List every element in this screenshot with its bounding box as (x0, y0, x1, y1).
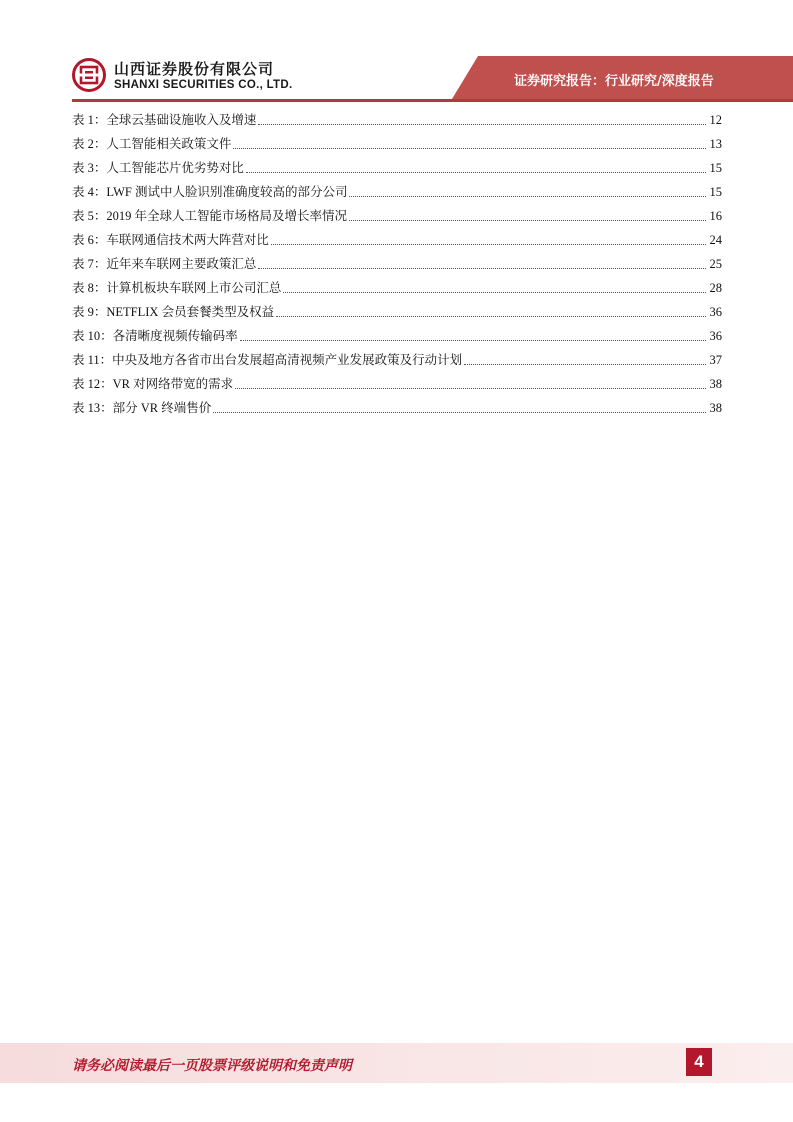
toc-entry[interactable] (72, 372, 722, 396)
toc-leader-dots (233, 148, 706, 149)
toc-entry-page: 38 (709, 377, 722, 391)
toc-entry-page: 28 (709, 281, 722, 295)
toc-entry[interactable] (72, 204, 722, 228)
report-type-label: 证券研究报告：行业研究/深度报告 (514, 74, 714, 89)
toc-entry-label: 表 10：各清晰度视频传输码率 (72, 329, 238, 343)
toc-entry-page: 12 (709, 113, 722, 127)
toc-entry-page: 36 (709, 329, 722, 343)
toc-leader-dots (213, 412, 706, 413)
disclaimer-text: 请务必阅读最后一页股票评级说明和免责声明 (72, 1058, 352, 1074)
toc-leader-dots (240, 340, 706, 341)
toc-entry[interactable] (72, 348, 722, 372)
header-divider (72, 99, 793, 102)
toc-leader-dots (349, 196, 706, 197)
toc-entry-label: 表 11：中央及地方各省市出台发展超高清视频产业发展政策及行动计划 (72, 353, 463, 367)
toc-entry-label: 表 4：LWF 测试中人脸识别准确度较高的部分公司 (72, 185, 348, 199)
toc-leader-dots (258, 124, 706, 125)
toc-entry[interactable] (72, 252, 722, 276)
toc-entry[interactable] (72, 228, 722, 252)
toc-leader-dots (276, 316, 706, 317)
toc-entry-label: 表 3：人工智能芯片优劣势对比 (72, 161, 244, 175)
toc-leader-dots (283, 292, 706, 293)
toc-entry[interactable] (72, 180, 722, 204)
toc-leader-dots (349, 220, 706, 221)
toc-entry[interactable] (72, 132, 722, 156)
toc-entry-page: 16 (709, 209, 722, 223)
toc-entry-page: 13 (709, 137, 722, 151)
toc-entry-label: 表 13：部分 VR 终端售价 (72, 401, 212, 415)
toc-entry-label: 表 1：全球云基础设施收入及增速 (72, 113, 257, 127)
toc-entry-label: 表 8：计算机板块车联网上市公司汇总 (72, 281, 282, 295)
toc-leader-dots (271, 244, 706, 245)
toc-entry-label: 表 2：人工智能相关政策文件 (72, 137, 232, 151)
toc-entry-label: 表 6：车联网通信技术两大阵营对比 (72, 233, 269, 247)
company-name-en: SHANXI SECURITIES CO., LTD. (114, 79, 293, 91)
toc-entry-page: 37 (709, 353, 722, 367)
toc-entry[interactable] (72, 396, 722, 420)
toc-entry-page: 25 (709, 257, 722, 271)
table-list (72, 108, 722, 420)
toc-entry[interactable] (72, 108, 722, 132)
toc-leader-dots (258, 268, 706, 269)
toc-entry-page: 15 (709, 185, 722, 199)
toc-entry-label: 表 9：NETFLIX 会员套餐类型及权益 (72, 305, 275, 319)
toc-entry-label: 表 5：2019 年全球人工智能市场格局及增长率情况 (72, 209, 348, 223)
toc-entry-label: 表 7：近年来车联网主要政策汇总 (72, 257, 257, 271)
toc-entry[interactable] (72, 324, 722, 348)
toc-entry-page: 36 (709, 305, 722, 319)
page-header (0, 0, 793, 104)
toc-entry[interactable] (72, 156, 722, 180)
toc-leader-dots (246, 172, 706, 173)
toc-entry-page: 15 (709, 161, 722, 175)
page-number: 4 (686, 1048, 712, 1076)
company-name-cn: 山西证券股份有限公司 (114, 60, 275, 78)
toc-leader-dots (235, 388, 706, 389)
toc-entry[interactable] (72, 300, 722, 324)
shanxi-securities-logo-icon (72, 58, 106, 92)
toc-entry-page: 24 (709, 233, 722, 247)
toc-leader-dots (464, 364, 706, 365)
toc-entry[interactable] (72, 276, 722, 300)
toc-entry-page: 38 (709, 401, 722, 415)
toc-entry-label: 表 12：VR 对网络带宽的需求 (72, 377, 234, 391)
